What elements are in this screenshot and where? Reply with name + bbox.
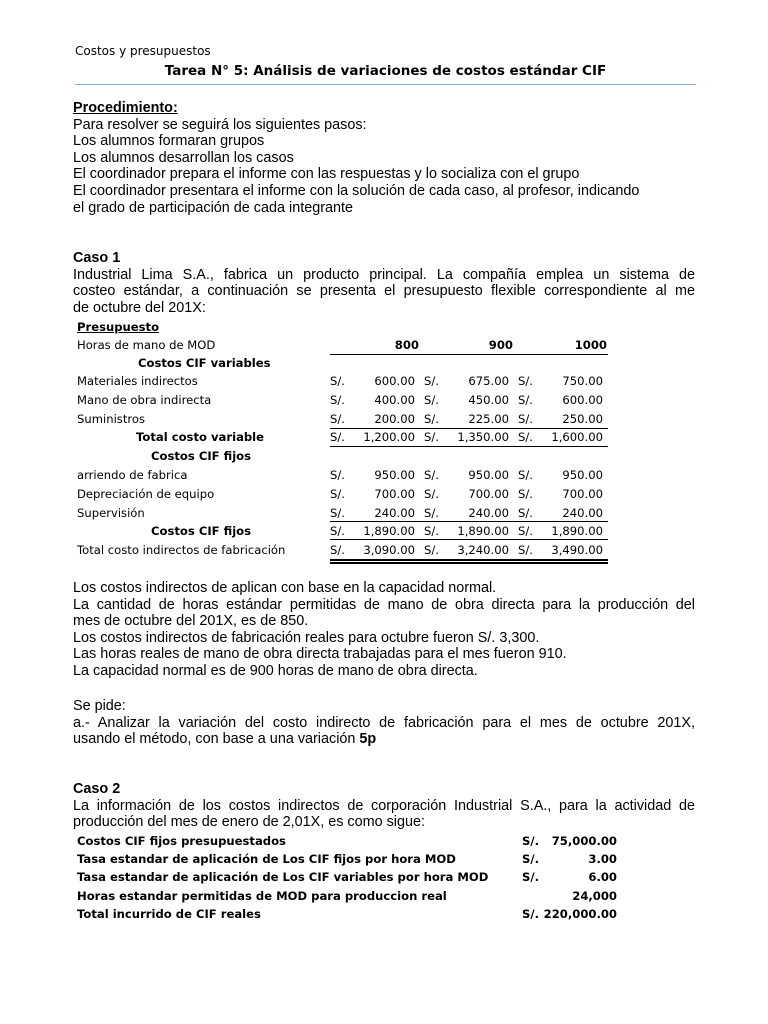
row-label: Tasa estandar de aplicación de Los CIF variables por hora MOD <box>77 870 489 885</box>
amount-cell: 1,350.00 <box>457 430 509 445</box>
amount-cell: 1,200.00 <box>363 430 415 445</box>
amount-cell: 3,090.00 <box>363 543 415 558</box>
amount-cell: 400.00 <box>374 392 415 407</box>
table-double-rule <box>330 559 608 564</box>
currency-symbol: S/. <box>424 468 439 482</box>
amount-cell: 6.00 <box>588 870 617 885</box>
row-label: Total costo indirectos de fabricación <box>77 543 286 558</box>
amount-cell: 700.00 <box>468 486 509 501</box>
table-row <box>75 870 620 888</box>
assignment-title: Tarea N° 5: Análisis de variaciones de costos estándar CIF <box>164 63 607 79</box>
currency-symbol: S/. <box>518 486 533 501</box>
currency-symbol: S/. <box>330 524 345 539</box>
caso2-section <box>73 781 695 831</box>
fixed-heading: Costos CIF fijos <box>151 449 252 464</box>
note-line: Los costos indirectos de aplican con base en la capacidad normal. <box>73 580 497 596</box>
task-line-text: usando el método, con base a una variación <box>73 731 356 748</box>
column-header: 800 <box>394 338 419 352</box>
procedimiento-line: Para resolver se seguirá los siguientes pasos: <box>73 116 367 133</box>
currency-symbol: S/. <box>522 834 539 848</box>
amount-cell: 700.00 <box>374 486 415 501</box>
procedimiento-line: Los alumnos formaran grupos <box>73 133 265 150</box>
currency-symbol: S/. <box>518 411 533 426</box>
currency-symbol: S/. <box>424 430 439 445</box>
caso2-intro-line: producción del mes de enero de 2,01X, es como sigue: <box>73 814 425 831</box>
amount-cell: 24,000 <box>572 888 617 903</box>
table-rule <box>330 446 608 447</box>
amount-cell: 600.00 <box>562 392 603 407</box>
table-rule <box>330 539 608 540</box>
row-label: Materiales indirectos <box>77 374 198 388</box>
amount-cell: 3,490.00 <box>551 543 603 558</box>
currency-symbol: S/. <box>424 543 439 558</box>
amount-cell: 700.00 <box>562 486 603 501</box>
note-line: mes de octubre del 201X, es de 850. <box>73 613 309 630</box>
caso2-intro-line: La información de los costos indirectos de corporación Industrial S.A., para la actividad de <box>73 797 695 814</box>
caso1-intro-line: de octubre del 201X: <box>73 299 206 316</box>
column-header: 900 <box>488 338 513 352</box>
table-rule <box>330 428 608 429</box>
header-divider <box>75 84 696 85</box>
currency-symbol: S/. <box>424 411 439 426</box>
procedimiento-line: el grado de participación de cada integrante <box>73 199 354 216</box>
table-row <box>73 374 613 392</box>
table-rule <box>330 354 608 355</box>
procedimiento-line: El coordinador prepara el informe con las respuestas y lo socializa con el grupo <box>73 166 580 183</box>
task-points: 5p <box>359 731 377 748</box>
table-row <box>73 468 613 486</box>
table-row <box>75 889 620 907</box>
row-label: Total incurrido de CIF reales <box>77 906 261 921</box>
row-label: arriendo de fabrica <box>77 468 188 482</box>
caso1-intro-line: costeo estándar, a continuación se presenta el presupuesto flexible correspondiente al me <box>73 283 695 300</box>
currency-symbol: S/. <box>330 486 345 501</box>
variable-heading: Costos CIF variables <box>138 356 271 370</box>
caso1-section <box>73 250 695 316</box>
note-line: Las horas reales de mano de obra directa trabajadas para el mes fueron 910. <box>73 646 567 663</box>
currency-symbol: S/. <box>424 374 439 388</box>
table-title: Presupuesto <box>77 320 160 334</box>
procedimiento-line: Los alumnos desarrollan los casos <box>73 149 294 166</box>
procedimiento-line: El coordinador presentara el informe con la solución de cada caso, al profesor, indicando <box>73 182 640 199</box>
currency-symbol: S/. <box>518 543 533 558</box>
amount-cell: 1,890.00 <box>551 524 603 539</box>
currency-symbol: S/. <box>518 374 533 388</box>
currency-symbol: S/. <box>330 543 345 558</box>
caso1-notes <box>73 580 695 680</box>
table-row <box>73 393 613 411</box>
procedimiento-section <box>73 100 695 216</box>
currency-symbol: S/. <box>522 852 539 867</box>
row-label: Horas estandar permitidas de MOD para produccion real <box>77 888 447 903</box>
amount-cell: 1,890.00 <box>457 524 509 539</box>
currency-symbol: S/. <box>518 505 533 520</box>
amount-cell: 675.00 <box>468 374 509 388</box>
currency-symbol: S/. <box>518 468 533 482</box>
caso1-intro-line: Industrial Lima S.A., fabrica un producto principal. La compañía emplea un sistema de <box>73 266 695 283</box>
amount-cell: 3,240.00 <box>457 543 509 558</box>
currency-symbol: S/. <box>330 430 345 445</box>
section-heading-row <box>73 356 613 374</box>
row-label: Suministros <box>77 411 146 426</box>
task-line-2 <box>73 731 695 748</box>
currency-symbol: S/. <box>424 505 439 520</box>
row-label: Costos CIF fijos presupuestados <box>77 834 286 848</box>
currency-symbol: S/. <box>330 374 345 388</box>
row-label: Tasa estandar de aplicación de Los CIF fijos por hora MOD <box>77 852 456 867</box>
currency-symbol: S/. <box>330 505 345 520</box>
column-header: 1000 <box>574 338 607 352</box>
table-row <box>73 487 613 505</box>
currency-symbol: S/. <box>522 906 539 921</box>
amount-cell: 1,600.00 <box>551 430 603 445</box>
note-line: La cantidad de horas estándar permitidas de mano de obra directa para la producción del <box>73 596 695 613</box>
table-row <box>73 412 613 430</box>
table-row <box>75 907 620 925</box>
row-label: Mano de obra indirecta <box>77 392 212 407</box>
amount-cell: 240.00 <box>374 505 415 520</box>
table-row <box>75 852 620 870</box>
currency-symbol: S/. <box>522 870 539 885</box>
amount-cell: 950.00 <box>468 468 509 482</box>
table-rule <box>330 521 608 522</box>
course-name: Costos y presupuestos <box>75 44 211 58</box>
currency-symbol: S/. <box>424 486 439 501</box>
amount-cell: 450.00 <box>468 392 509 407</box>
note-line: La capacidad normal es de 900 horas de mano de obra directa. <box>73 662 478 679</box>
amount-cell: 220,000.00 <box>543 906 617 921</box>
procedimiento-heading: Procedimiento: <box>73 100 178 116</box>
table-title-row <box>73 320 613 338</box>
amount-cell: 75,000.00 <box>551 834 617 848</box>
hours-label: Horas de mano de MOD <box>77 338 216 352</box>
table-row <box>75 834 620 852</box>
amount-cell: 240.00 <box>562 505 603 520</box>
currency-symbol: S/. <box>330 468 345 482</box>
caso1-task <box>73 698 695 748</box>
amount-cell: 600.00 <box>374 374 415 388</box>
currency-symbol: S/. <box>518 430 533 445</box>
amount-cell: 200.00 <box>374 411 415 426</box>
amount-cell: 225.00 <box>468 411 509 426</box>
amount-cell: 3.00 <box>588 852 617 867</box>
caso1-heading: Caso 1 <box>73 250 121 266</box>
currency-symbol: S/. <box>424 524 439 539</box>
note-line: Los costos indirectos de fabricación reales para octubre fueron S/. 3,300. <box>73 629 540 646</box>
row-label: Depreciación de equipo <box>77 486 215 501</box>
amount-cell: 250.00 <box>562 411 603 426</box>
amount-cell: 750.00 <box>562 374 603 388</box>
currency-symbol: S/. <box>330 392 345 407</box>
row-label: Costos CIF fijos <box>151 524 252 539</box>
currency-symbol: S/. <box>518 524 533 539</box>
currency-symbol: S/. <box>518 392 533 407</box>
caso2-heading: Caso 2 <box>73 781 121 797</box>
amount-cell: 950.00 <box>562 468 603 482</box>
row-label: Supervisión <box>77 505 145 520</box>
amount-cell: 1,890.00 <box>363 524 415 539</box>
se-pide-label: Se pide: <box>73 698 126 714</box>
amount-cell: 240.00 <box>468 505 509 520</box>
currency-symbol: S/. <box>330 411 345 426</box>
task-line: a.- Analizar la variación del costo indirecto de fabricación para el mes de octubre 201X, <box>73 714 695 731</box>
currency-symbol: S/. <box>424 392 439 407</box>
amount-cell: 950.00 <box>374 468 415 482</box>
section-heading-row <box>73 449 613 467</box>
row-label: Total costo variable <box>136 430 265 445</box>
